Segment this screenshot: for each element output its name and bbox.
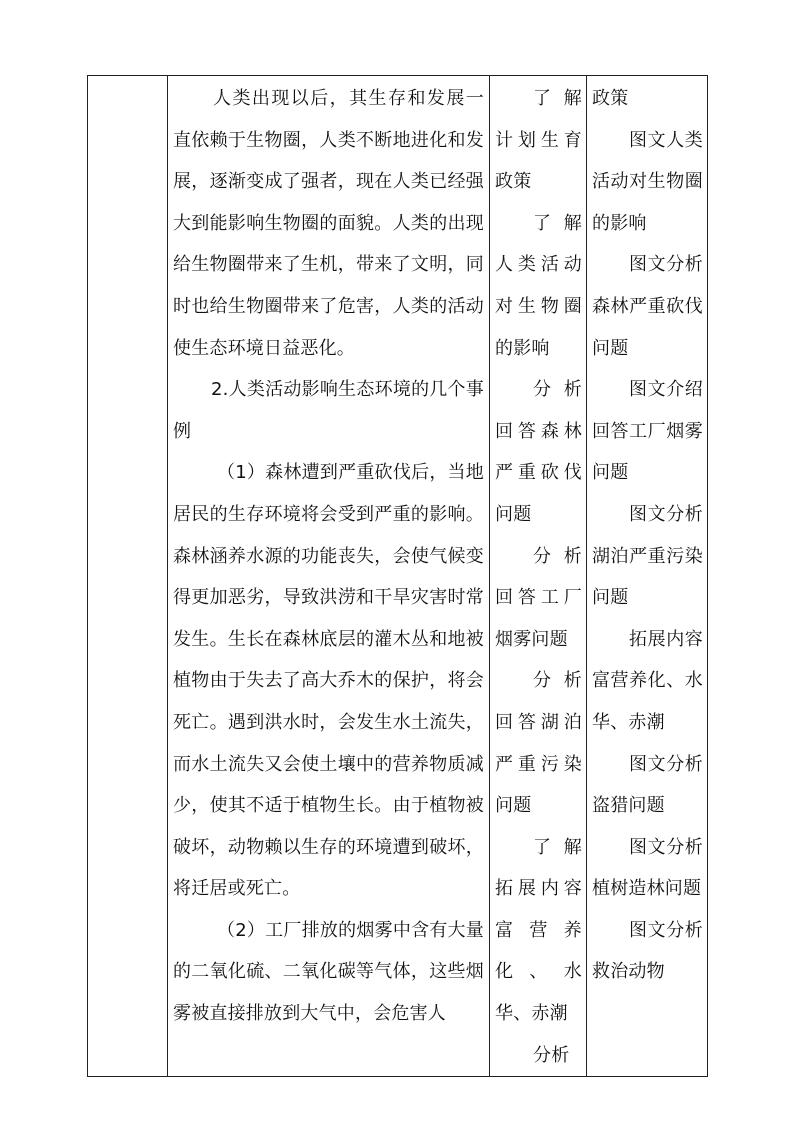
- design-intent-item: 图文分析森林严重砍伐问题: [592, 254, 703, 359]
- design-intent-item: 图文人类活动对生物圈的影响: [592, 129, 703, 234]
- student-activity-item: 了解计划生育政策: [495, 88, 582, 193]
- design-intent-item: 拓展内容富营养化、水华、赤潮: [592, 628, 703, 733]
- design-intent-cell: [587, 76, 708, 1077]
- design-intent-item: 政策: [592, 88, 629, 109]
- design-intent-item: 图文分析救治动物: [592, 919, 703, 983]
- content-paragraph: （1）森林遭到严重砍伐后，当地居民的生存环境将会受到严重的影响。森林涵养水源的功能丧失，会使气候变得更加恶劣，导致洪涝和干旱灾害时常发生。生长在森林底层的灌木丛和地被植物由于失去了高大乔木的保护，将会死亡。遇到洪水时，会发生水土流失，而水土流失又会使土壤中的营养物质减少，使其不适于植物生长。由于植物被破坏，动物赖以生存的环境遭到破坏，将迁居或死亡。: [173, 462, 484, 900]
- content-heading: 2.人类活动影响生态环境的几个事例: [173, 379, 484, 442]
- student-activity-item: 了解拓展内容富营养化、水华、赤潮: [495, 836, 582, 1025]
- student-activity-item: 分析回答工厂烟雾问题: [495, 545, 582, 650]
- design-intent-item: 图文分析盗猎问题: [592, 753, 703, 817]
- content-paragraph: 人类出现以后，其生存和发展一直依赖于生物圈，人类不断地进化和发展，逐渐变成了强者，现在人类已经强大到能影响生物圈的面貌。人类的出现给生物圈带来了生机，带来了文明，同时也给生物圈带来了危害，人类的活动使生态环境日益恶化。: [173, 88, 484, 359]
- student-activity-cell: [490, 76, 587, 1077]
- student-activity-item: 分析回答湖泊严重污染问题: [495, 670, 582, 817]
- student-activity-item: 分析回答森林严重砍伐问题: [495, 379, 582, 525]
- student-activity-item: 了解人类活动对生物圈的影响: [495, 212, 582, 359]
- content-paragraph: （2）工厂排放的烟雾中含有大量的二氧化硫、二氧化碳等气体，这些烟雾被直接排放到大气中，会危害人: [173, 919, 484, 1025]
- empty-section-cell: [88, 76, 168, 1077]
- design-intent-item: 图文分析植树造林问题: [592, 836, 703, 900]
- design-intent-item: 图文分析湖泊严重污染问题: [592, 503, 703, 609]
- teaching-content-cell: [168, 76, 490, 1077]
- student-activity-item: 分析: [533, 1044, 570, 1066]
- table-row: [88, 76, 708, 1077]
- lesson-plan-table: [87, 75, 708, 1077]
- design-intent-item: 图文介绍回答工厂烟雾问题: [592, 379, 703, 484]
